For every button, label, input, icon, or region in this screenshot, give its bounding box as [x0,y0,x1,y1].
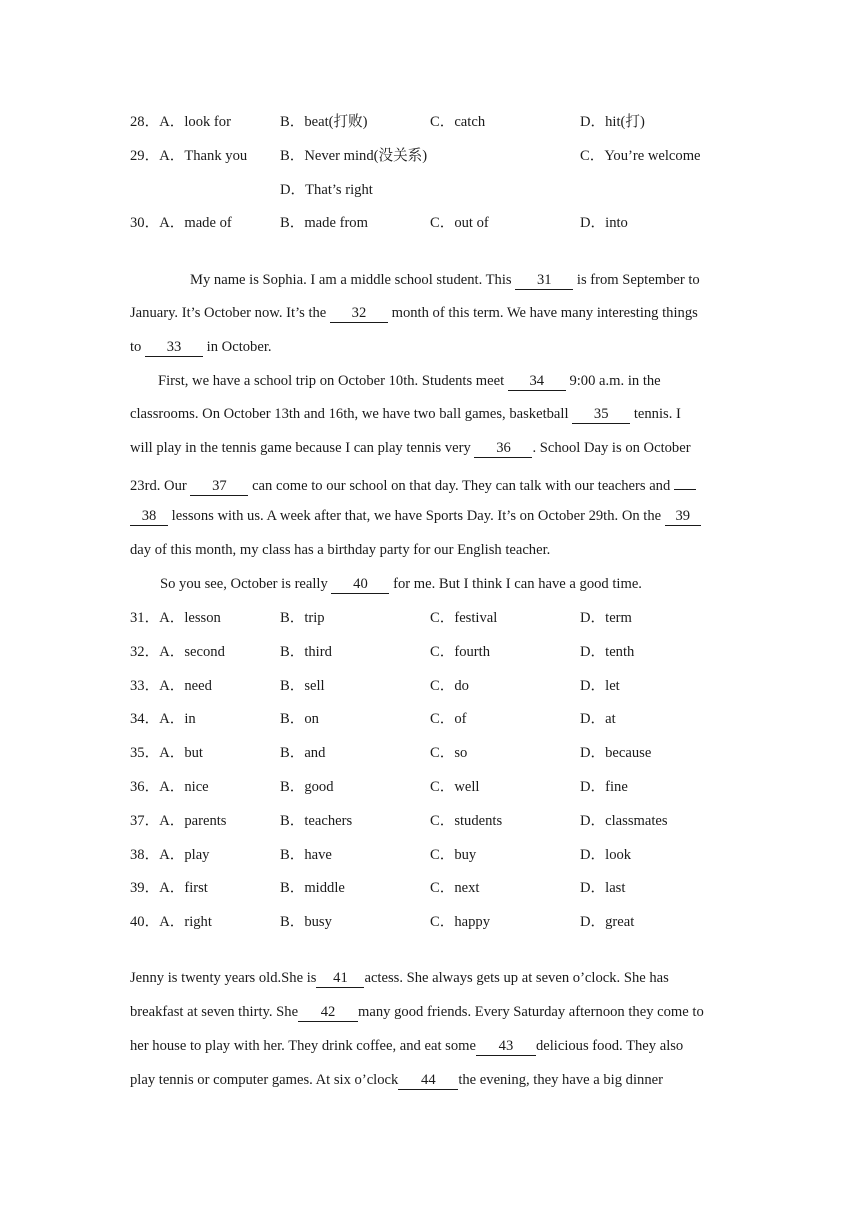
blank-40: 40 [331,576,389,594]
blank-36: 36 [474,440,532,458]
option-b: B．trip [280,610,325,626]
option-d: D．hit(打) [580,114,645,130]
passage-line: 23rd. Our 37 can come to our school on that day. They can talk with our teachers and [130,472,730,492]
passage-line: her house to play with her. They drink coffee, and eat some 43 delicious food. They also [130,1038,684,1054]
option-b: B．made from [280,215,368,231]
option-a [130,608,221,628]
option-a [130,811,226,831]
passage-line: to 33 in October. [130,339,272,355]
passage-line: play tennis or computer games. At six o’clock 44 the evening, they have a big dinner [130,1072,663,1088]
option-a [130,709,196,729]
question-number: 40． [130,914,160,931]
passage-line: will play in the tennis game because I can play tennis very 36 . School Day is on October [130,440,691,456]
option-d: D．fine [580,779,628,795]
option-b: B．Never mind(没关系) [280,148,428,164]
option-a: 30．A．made of [130,215,232,231]
option-c: C．students [430,812,503,829]
passage-line: breakfast at seven thirty. She 42 many good friends. Every Saturday afternoon they come to [130,1004,704,1020]
option-a [130,912,212,932]
option-a [130,845,209,865]
question-number: 34． [130,711,160,728]
option-a [130,642,225,662]
blank-32: 32 [330,305,388,323]
option-text: A．nice [159,779,209,795]
option-a [130,878,208,898]
option-d: D．tenth [580,643,635,660]
option-d: D．great [580,914,635,931]
blank-35: 35 [572,406,630,424]
option-c: C．You’re welcome [580,148,701,164]
question-number: 32． [130,643,160,660]
option-b: B．on [280,711,319,728]
question-number: 39． [130,880,160,897]
option-b: B．beat(打败) [280,114,368,130]
option-d: D．let [580,677,620,694]
question-number: 31． [130,610,160,626]
option-c: C．next [430,880,480,897]
option-text: A．but [159,745,203,762]
question-number: 35． [130,745,160,762]
blank-38: 38 [130,508,168,526]
blank-42: 42 [298,1004,358,1022]
option-c: C．well [430,779,480,795]
option-text: A．need [159,677,212,694]
option-a: 28．A．look for [130,114,231,130]
option-c: C．buy [430,846,477,863]
option-c: C．do [430,677,469,694]
question-number: 33． [130,677,160,694]
option-d: D．into [580,215,628,231]
option-d: D．because [580,745,652,762]
option-text: A．parents [159,812,227,829]
option-d: D．at [580,711,616,728]
option-b: B．busy [280,914,332,931]
option-b: B．have [280,846,332,863]
option-text: A．right [159,914,212,931]
passage-line: My name is Sophia. I am a middle school student. This 31 is from September to [190,272,700,288]
blank-37: 37 [190,478,248,496]
option-text: A．in [159,711,196,728]
blank-44: 44 [398,1072,458,1090]
passage-line: Jenny is twenty years old.She is 41 actess. She always gets up at seven o’clock. She has [130,970,669,986]
option-d: D．last [580,880,626,897]
blank-38-start [674,472,696,490]
option-d: D．That’s right [280,182,373,198]
option-c: C．out of [430,215,489,231]
question-number: 38． [130,846,160,863]
option-text: A．first [159,880,208,897]
option-b: B．middle [280,880,345,897]
blank-34: 34 [508,373,566,391]
option-d: D．term [580,610,632,626]
passage-line: 38 lessons with us. A week after that, we have Sports Day. It’s on October 29th. On the 39 [130,506,730,526]
option-b: B．good [280,779,334,795]
passage-line: First, we have a school trip on October 10th. Students meet 34 9:00 a.m. in the [158,373,661,389]
option-c: C．catch [430,114,486,130]
option-b: B．third [280,643,332,660]
option-c: C．of [430,711,467,728]
blank-41: 41 [316,970,364,988]
blank-31: 31 [515,272,573,290]
option-c: C．so [430,745,468,762]
option-d: D．classmates [580,812,668,829]
question-number: 37． [130,812,160,829]
option-c: C．festival [430,610,498,626]
option-c: C．happy [430,914,490,931]
option-text: A．play [159,846,210,863]
option-c: C．fourth [430,643,490,660]
blank-39: 39 [665,508,701,526]
option-b: B．sell [280,677,325,694]
option-text: A．lesson [159,610,221,626]
passage-line: day of this month, my class has a birthday party for our English teacher. [130,542,551,558]
blank-33: 33 [145,339,203,357]
option-b: B．and [280,745,326,762]
passage-line: So you see, October is really 40 for me. But I think I can have a good time. [160,576,642,592]
option-b: B．teachers [280,812,353,829]
passage-line: January. It’s October now. It’s the 32 month of this term. We have many interesting things [130,305,698,321]
option-a [130,676,212,696]
option-d: D．look [580,846,632,863]
passage-line: classrooms. On October 13th and 16th, we have two ball games, basketball 35 tennis. I [130,406,681,422]
option-text: A．second [159,643,225,660]
option-a: 29．A．Thank you [130,148,248,164]
option-a [130,743,203,763]
option-a [130,777,209,797]
question-number: 36． [130,779,160,795]
blank-43: 43 [476,1038,536,1056]
